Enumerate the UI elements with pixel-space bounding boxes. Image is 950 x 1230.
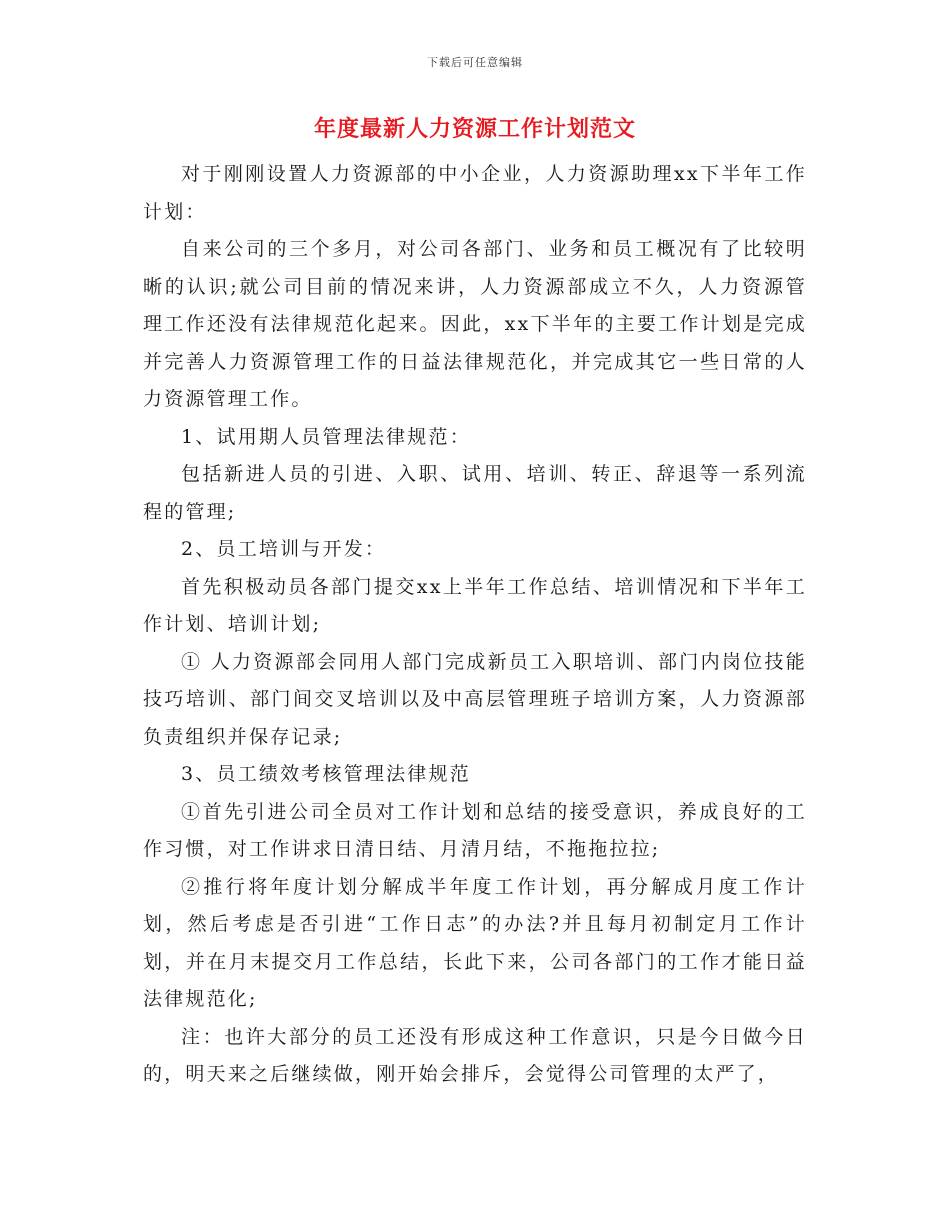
paragraph: 首先积极动员各部门提交xx上半年工作总结、培训情况和下半年工作计划、培训计划; [143, 575, 807, 635]
paragraph: ②推行将年度计划分解成半年度工作计划，再分解成月度工作计划，然后考虑是否引进“工作日志”的办法?并且每月初制定月工作计划，并在月末提交月工作总结，长此下来，公司各部门的工作才能日益法律规范化; [143, 875, 807, 1010]
paragraph: 包括新进人员的引进、入职、试用、培训、转正、辞退等一系列流程的管理; [143, 463, 807, 523]
paragraph: 对于刚刚设置人力资源部的中小企业，人力资源助理xx下半年工作计划： [143, 163, 807, 223]
document-body [143, 156, 807, 1094]
document-title: 年度最新人力资源工作计划范文 [313, 116, 636, 142]
paragraph: 注：也许大部分的员工还没有形成这种工作意识，只是今日做今日的，明天来之后继续做，刚开始会排斥，会觉得公司管理的太严了， [143, 1025, 807, 1085]
paragraph: 自来公司的三个多月，对公司各部门、业务和员工概况有了比较明晰的认识;就公司目前的情况来讲，人力资源部成立不久，人力资源管理工作还没有法律规范化起来。因此，xx下半年的主要工作计划是完成并完善人力资源管理工作的日益法律规范化，并完成其它一些日常的人力资源管理工作。 [143, 238, 807, 410]
paragraph: ① 人力资源部会同用人部门完成新员工入职培训、部门内岗位技能技巧培训、部门间交叉培训以及中高层管理班子培训方案，人力资源部负责组织并保存记录; [143, 650, 807, 748]
section-heading: 3、员工绩效考核管理法律规范 [181, 763, 471, 785]
section-heading: 2、员工培训与开发： [181, 538, 387, 560]
page-header-note: 下载后可任意编辑 [427, 56, 523, 69]
paragraph: ①首先引进公司全员对工作计划和总结的接受意识，养成良好的工作习惯，对工作讲求日清日结、月清月结，不拖拖拉拉; [143, 800, 807, 860]
section-heading: 1、试用期人员管理法律规范： [181, 425, 471, 448]
